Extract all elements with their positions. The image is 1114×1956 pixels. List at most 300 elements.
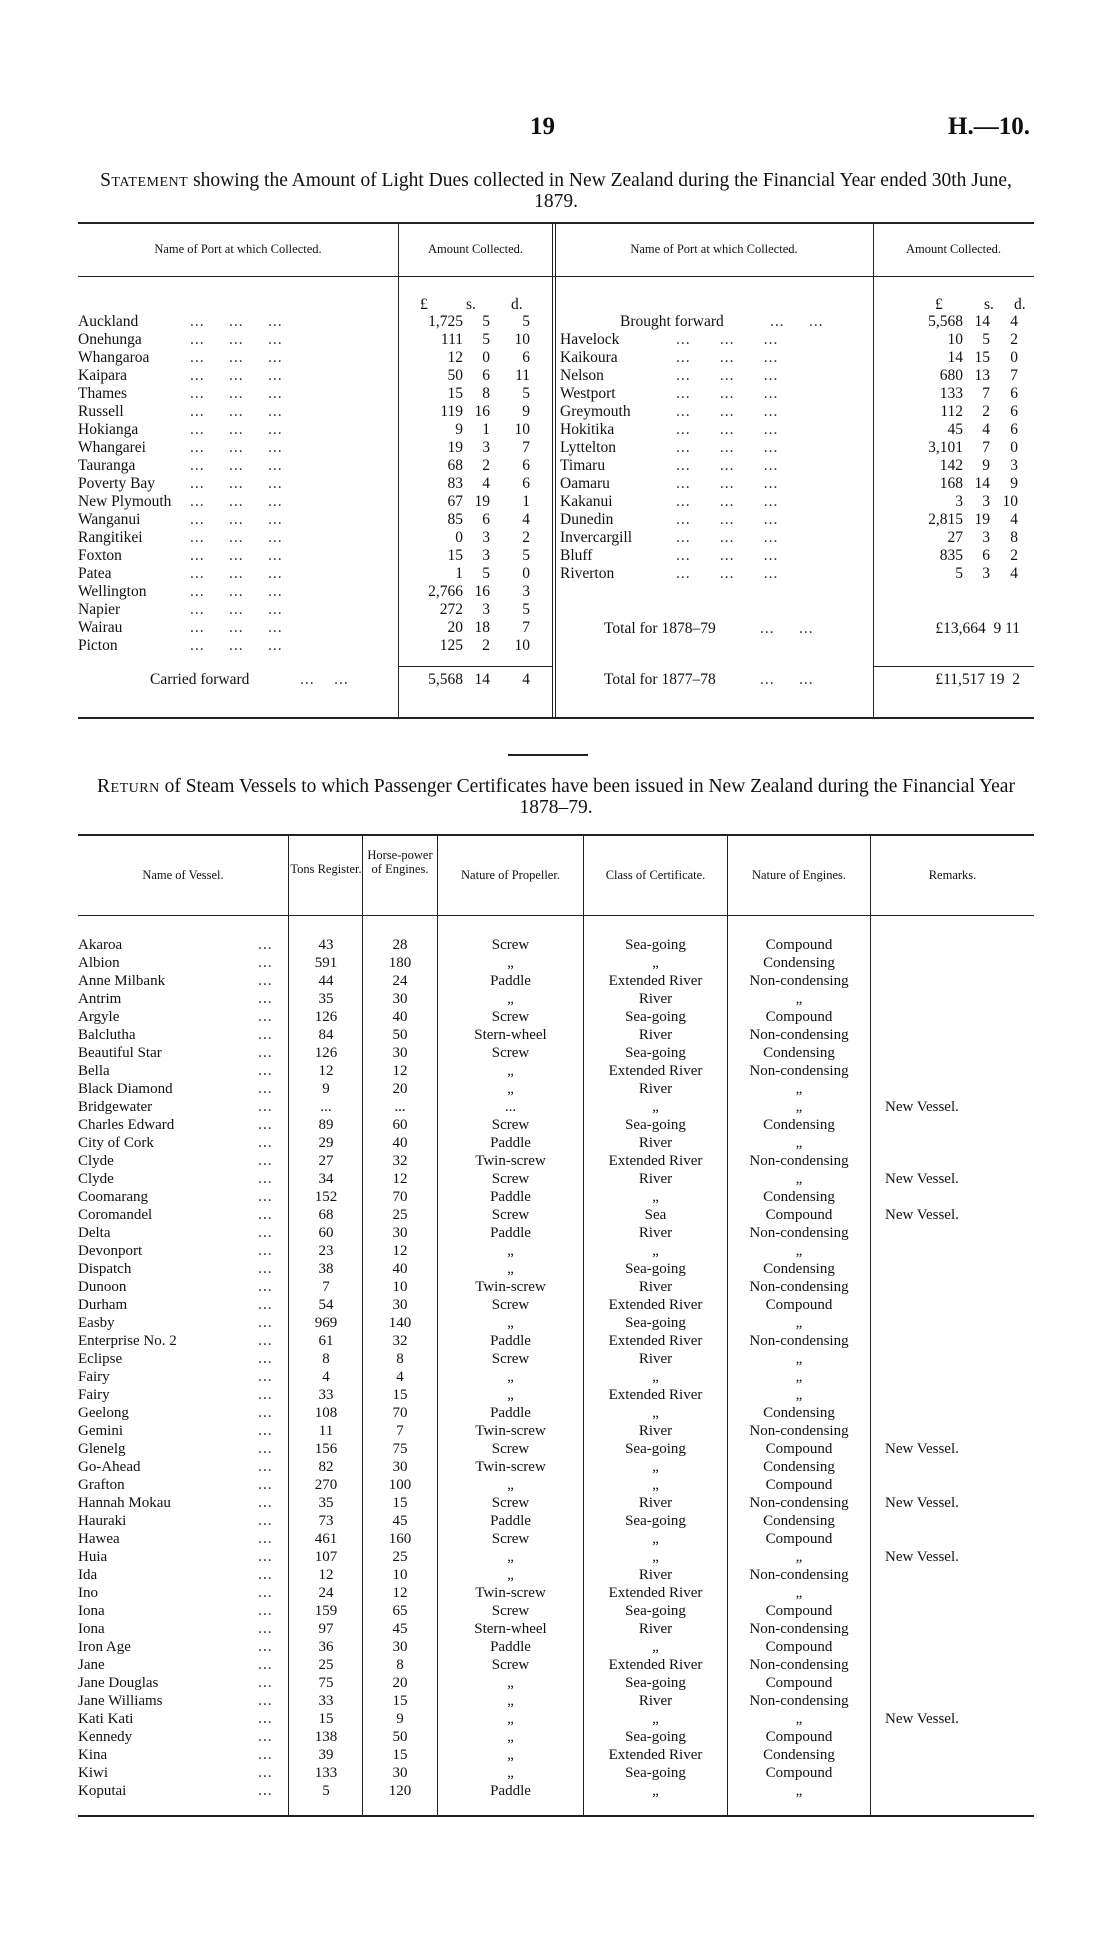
horse-power: 30: [392, 1639, 408, 1655]
horse-power: 30: [392, 1297, 408, 1313]
certificate-class: Extended River: [608, 1063, 703, 1079]
amount-pence: 0: [1010, 439, 1018, 456]
vessel-name: Black Diamond: [78, 1081, 173, 1097]
amount-shillings: 0: [482, 349, 490, 366]
remarks: [885, 1314, 1025, 1332]
vessel-name: Jane Douglas: [78, 1675, 159, 1691]
amount-shillings: 5: [482, 313, 490, 330]
vessel-name: Fairy: [78, 1369, 110, 1385]
vessel-name: Dispatch: [78, 1261, 132, 1277]
leader-dots: ... ... ...: [676, 457, 779, 474]
vessel-name: Argyle: [78, 1009, 120, 1025]
amount-pence: 5: [522, 313, 530, 330]
horse-power: 40: [392, 1009, 408, 1025]
certificate-class: Sea-going: [625, 1513, 686, 1529]
horse-power: 15: [392, 1495, 408, 1511]
leader-dots: ...: [258, 1278, 273, 1295]
amount-pounds: 9: [455, 421, 463, 438]
vessel-name: Iona: [78, 1621, 105, 1637]
certificate-class: „: [652, 1405, 659, 1421]
tons-register: 7: [322, 1279, 330, 1295]
engine-type: Condensing: [763, 1261, 835, 1277]
leader-dots: ... ... ...: [190, 421, 283, 438]
engine-type: Condensing: [763, 1513, 835, 1529]
certificate-class: Sea-going: [625, 1117, 686, 1133]
remarks: [885, 1404, 1025, 1422]
leader-dots: ...: [258, 1404, 273, 1421]
propeller-type: Paddle: [490, 1513, 531, 1529]
engine-type: „: [795, 1549, 803, 1565]
engine-type: „: [795, 1387, 803, 1403]
engine-type: Compound: [765, 1531, 833, 1547]
port-name: Timaru: [560, 457, 606, 474]
amount-shillings: 1: [482, 421, 490, 438]
port-name: Westport: [560, 385, 616, 402]
leader-dots: ...: [258, 1062, 273, 1079]
remarks: [885, 1692, 1025, 1710]
engine-type: Condensing: [763, 1747, 835, 1763]
leader-dots: ...: [258, 1314, 273, 1331]
propeller-type: „: [507, 1063, 514, 1079]
certificate-class: Sea-going: [625, 1315, 686, 1331]
propeller-type: Paddle: [490, 973, 531, 989]
certificate-class: „: [652, 1189, 659, 1205]
leader-dots: ... ... ...: [676, 403, 779, 420]
engine-type: Condensing: [763, 1117, 835, 1133]
engine-type: Compound: [765, 1207, 833, 1223]
leader-dots: ...: [258, 1566, 273, 1583]
statement-title: [78, 170, 1034, 212]
horse-power: 50: [392, 1027, 408, 1043]
certificate-class: Extended River: [608, 1297, 703, 1313]
leader-dots: ... ... ...: [190, 439, 283, 456]
sum-rule: [398, 666, 553, 667]
remarks: New Vessel.: [885, 1441, 959, 1457]
col-tons-header: Tons Register.: [290, 862, 362, 876]
column-divider: [873, 222, 874, 717]
propeller-type: Paddle: [490, 1189, 531, 1205]
amount-pence: 4: [1010, 511, 1018, 528]
leader-dots: ...: [258, 1602, 273, 1619]
certificate-class: Extended River: [608, 1585, 703, 1601]
leader-dots: ... ... ...: [190, 367, 283, 384]
certificate-class: River: [638, 1351, 673, 1367]
leader-dots: ...: [258, 1674, 273, 1691]
leader-dots: ... ... ...: [190, 475, 283, 492]
tons-register: 35: [318, 991, 334, 1007]
vessel-name: Balclutha: [78, 1027, 136, 1043]
amount-pounds: 5: [955, 565, 963, 582]
engine-type: Condensing: [763, 1189, 835, 1205]
propeller-type: ...: [504, 1099, 517, 1115]
engine-type: Non-condensing: [749, 1423, 849, 1439]
amount-pounds: 67: [447, 493, 463, 510]
amount-shillings: 2: [482, 457, 490, 474]
propeller-type: Screw: [491, 1531, 530, 1547]
amount-shillings: 2: [482, 637, 490, 654]
amount-shillings: 19: [474, 493, 490, 510]
leader-dots: ...: [258, 1620, 273, 1637]
engine-type: Condensing: [763, 1459, 835, 1475]
amount-pence: 6: [1010, 421, 1018, 438]
horse-power: 45: [392, 1513, 408, 1529]
propeller-type: „: [507, 955, 514, 971]
vessel-name: Durham: [78, 1297, 128, 1313]
remarks: [885, 1044, 1025, 1062]
horse-power: 140: [388, 1315, 412, 1331]
tons-register: 27: [318, 1153, 334, 1169]
vessels-title-lead: Return: [97, 776, 160, 797]
propeller-type: „: [507, 1549, 514, 1565]
tons-register: 12: [318, 1567, 334, 1583]
engine-type: Condensing: [763, 1045, 835, 1061]
page-number: 19: [530, 113, 555, 140]
vessels-title-rest: of Steam Vessels to which Passenger Certificates have been issued in New Zealand during the Financial Year 1878–79.: [159, 776, 1015, 818]
propeller-type: Screw: [491, 1117, 530, 1133]
amount-pence: 10: [514, 331, 530, 348]
engine-type: „: [795, 1711, 803, 1727]
engine-type: Compound: [765, 1477, 833, 1493]
horse-power: 24: [392, 973, 408, 989]
propeller-type: Screw: [491, 1297, 530, 1313]
remarks: [885, 972, 1025, 990]
remarks: [885, 1566, 1025, 1584]
port-name: Oamaru: [560, 475, 610, 492]
port-name: Wellington: [78, 583, 147, 600]
tons-register: 25: [318, 1657, 334, 1673]
leader-dots: ... ... ...: [190, 511, 283, 528]
remarks: [885, 990, 1025, 1008]
remarks: New Vessel.: [885, 1207, 959, 1223]
remarks: [885, 1584, 1025, 1602]
engine-type: Non-condensing: [749, 1153, 849, 1169]
propeller-type: Stern-wheel: [474, 1621, 547, 1637]
remarks: [885, 1026, 1025, 1044]
propeller-type: „: [507, 1261, 514, 1277]
leader-dots: ...: [258, 1746, 273, 1763]
vessel-name: Coomarang: [78, 1189, 148, 1205]
col-port-header: Name of Port at which Collected.: [154, 242, 322, 256]
amount-pounds: 835: [939, 547, 963, 564]
engine-type: Compound: [765, 1297, 833, 1313]
tons-register: 84: [318, 1027, 334, 1043]
horse-power: 30: [392, 1459, 408, 1475]
vessel-name: Bridgewater: [78, 1099, 153, 1115]
horse-power: 12: [392, 1585, 408, 1601]
horse-power: 15: [392, 1747, 408, 1763]
horse-power: 65: [392, 1603, 408, 1619]
vessel-name: Akaroa: [78, 937, 123, 953]
engine-type: Compound: [765, 1639, 833, 1655]
leader-dots: ...: [258, 1584, 273, 1601]
tons-register: 97: [318, 1621, 334, 1637]
tons-register: 73: [318, 1513, 334, 1529]
amount-pence: 6: [522, 349, 530, 366]
vessel-name: Jane: [78, 1657, 105, 1673]
certificate-class: „: [652, 1459, 659, 1475]
amount-pounds: 45: [947, 421, 963, 438]
certificate-class: „: [652, 1639, 659, 1655]
table-bottom-rule: [78, 717, 1034, 719]
amount-pounds: 125: [439, 637, 463, 654]
certificate-class: Sea-going: [625, 1675, 686, 1691]
horse-power: 12: [392, 1063, 408, 1079]
engine-type: Condensing: [763, 955, 835, 971]
engine-type: „: [795, 991, 803, 1007]
horse-power: 28: [392, 937, 408, 953]
port-name: Poverty Bay: [78, 475, 156, 492]
horse-power: 10: [392, 1279, 408, 1295]
leader-dots: ...: [258, 1422, 273, 1439]
leader-dots: ... ... ...: [190, 313, 283, 330]
amount-pounds: 112: [940, 403, 963, 420]
amount-shillings: 7: [982, 439, 990, 456]
tons-register: 54: [318, 1297, 334, 1313]
remarks: [885, 1746, 1025, 1764]
amount-pounds: 10: [947, 331, 963, 348]
tons-register: 38: [318, 1261, 334, 1277]
horse-power: 25: [392, 1549, 408, 1565]
amount-pounds: 83: [447, 475, 463, 492]
leader-dots: ...: [258, 954, 273, 971]
certificate-class: „: [652, 1369, 659, 1385]
certificate-class: River: [638, 1693, 673, 1709]
sum-rule: [873, 666, 1034, 667]
amount-pounds: 15: [447, 385, 463, 402]
amount-shillings: 3: [982, 493, 990, 510]
amount-pounds: 119: [440, 403, 463, 420]
port-name: Russell: [78, 403, 124, 420]
leader-dots: ... ... ...: [676, 331, 779, 348]
amount-pence: 9: [1010, 475, 1018, 492]
leader-dots: ... ... ...: [676, 367, 779, 384]
tons-register: 138: [314, 1729, 338, 1745]
remarks: [885, 1476, 1025, 1494]
tons-register: 24: [318, 1585, 334, 1601]
amount-shillings: 5: [482, 565, 490, 582]
amount-shillings: 3: [982, 565, 990, 582]
leader-dots: ...: [258, 1764, 273, 1781]
tons-register: 60: [318, 1225, 334, 1241]
leader-dots: ...: [258, 1026, 273, 1043]
amount-pence: 6: [522, 457, 530, 474]
tons-register: 82: [318, 1459, 334, 1475]
engine-type: Non-condensing: [749, 1225, 849, 1241]
header-rule: [398, 276, 553, 277]
horse-power: 70: [392, 1189, 408, 1205]
amount-pounds: 111: [440, 331, 463, 348]
amount-pence: 0: [1010, 349, 1018, 366]
leader-dots: ...: [258, 1170, 273, 1187]
carried-forward-shillings: 14: [474, 671, 490, 688]
vessel-name: Devonport: [78, 1243, 143, 1259]
propeller-type: Twin-screw: [475, 1279, 546, 1295]
propeller-type: „: [507, 1477, 514, 1493]
engine-type: Non-condensing: [749, 1027, 849, 1043]
propeller-type: Screw: [491, 1045, 530, 1061]
port-name: Onehunga: [78, 331, 142, 348]
tons-register: 591: [314, 955, 338, 971]
horse-power: 8: [396, 1657, 404, 1673]
amount-pence: 8: [1010, 529, 1018, 546]
vessel-name: Enterprise No. 2: [78, 1333, 177, 1349]
certificate-class: Sea-going: [625, 1009, 686, 1025]
leader-dots: ... ... ...: [190, 565, 283, 582]
vessel-name: Fairy: [78, 1387, 110, 1403]
remarks: [885, 1260, 1025, 1278]
engine-type: „: [795, 1783, 803, 1799]
horse-power: 30: [392, 1225, 408, 1241]
vessel-name: Albion: [78, 955, 120, 971]
leader-dots: ...: [258, 1152, 273, 1169]
propeller-type: Screw: [491, 1495, 530, 1511]
amount-pence: 6: [522, 475, 530, 492]
tons-register: 9: [322, 1081, 330, 1097]
column-divider: [288, 834, 289, 1815]
unit-pounds: £: [420, 296, 428, 313]
port-name: Kaikoura: [560, 349, 618, 366]
tons-register: 270: [314, 1477, 338, 1493]
col-amount-header: Amount Collected.: [905, 242, 1002, 256]
leader-dots: ... ... ...: [676, 529, 779, 546]
horse-power: 180: [388, 955, 412, 971]
leader-dots: ...: [258, 1512, 273, 1529]
remarks: [885, 1638, 1025, 1656]
port-name: Hokitika: [560, 421, 615, 438]
certificate-class: River: [638, 1225, 673, 1241]
certificate-class: „: [652, 1711, 659, 1727]
propeller-type: „: [507, 1711, 514, 1727]
leader-dots: ... ... ...: [190, 601, 283, 618]
propeller-type: Twin-screw: [475, 1153, 546, 1169]
horse-power: 9: [396, 1711, 404, 1727]
remarks: [885, 1116, 1025, 1134]
horse-power: 32: [392, 1333, 408, 1349]
tons-register: 126: [314, 1045, 338, 1061]
carried-forward-pounds: 5,568: [428, 671, 463, 688]
remarks: [885, 1080, 1025, 1098]
propeller-type: „: [507, 1675, 514, 1691]
remarks: New Vessel.: [885, 1495, 959, 1511]
leader-dots: ...: [258, 1548, 273, 1565]
port-name: Riverton: [560, 565, 615, 582]
remarks: New Vessel.: [885, 1171, 959, 1187]
tons-register: 61: [318, 1333, 334, 1349]
certificate-class: „: [652, 1783, 659, 1799]
horse-power: 75: [392, 1441, 408, 1457]
vessel-name: Iron Age: [78, 1639, 131, 1655]
certificate-class: Sea-going: [625, 1603, 686, 1619]
tons-register: 15: [318, 1711, 334, 1727]
tons-register: 969: [314, 1315, 338, 1331]
engine-type: „: [795, 1315, 803, 1331]
remarks: [885, 1332, 1025, 1350]
amount-pence: 5: [522, 385, 530, 402]
col-amount-header: Amount Collected.: [427, 242, 524, 256]
col-vessel-header: Name of Vessel.: [142, 868, 224, 882]
certificate-class: Extended River: [608, 1153, 703, 1169]
column-divider: [552, 222, 553, 717]
amount-pounds: 3: [955, 493, 963, 510]
propeller-type: „: [507, 1693, 514, 1709]
port-name: New Plymouth: [78, 493, 172, 510]
propeller-type: Paddle: [490, 1135, 531, 1151]
amount-shillings: 16: [474, 583, 490, 600]
amount-shillings: 18: [474, 619, 490, 636]
tons-register: 126: [314, 1009, 338, 1025]
propeller-type: Screw: [491, 1441, 530, 1457]
leader-dots: ... ... ...: [676, 421, 779, 438]
engine-type: „: [795, 1099, 803, 1115]
certificate-class: Sea-going: [625, 1045, 686, 1061]
leader-dots: ...: [258, 1224, 273, 1241]
leader-dots: ...: [258, 1350, 273, 1367]
engine-type: Non-condensing: [749, 1495, 849, 1511]
vessel-name: Hawea: [78, 1531, 120, 1547]
table-top-rule: [78, 834, 1034, 836]
certificate-class: Extended River: [608, 1333, 703, 1349]
propeller-type: „: [507, 1081, 514, 1097]
column-divider: [555, 222, 556, 717]
amount-pence: 7: [522, 619, 530, 636]
horse-power: 4: [396, 1369, 404, 1385]
amount-pounds: 14: [947, 349, 963, 366]
tons-register: 43: [318, 937, 334, 953]
certificate-class: Sea-going: [625, 1441, 686, 1457]
engine-type: Non-condensing: [749, 1567, 849, 1583]
vessel-name: Coromandel: [78, 1207, 153, 1223]
brought-forward-pounds: 5,568: [928, 313, 963, 330]
horse-power: 40: [392, 1261, 408, 1277]
horse-power: 160: [388, 1531, 412, 1547]
remarks: [885, 1278, 1025, 1296]
vessel-name: Iona: [78, 1603, 105, 1619]
vessel-name: Anne Milbank: [78, 973, 166, 989]
col-hp-header: Horse-power of Engines.: [367, 848, 433, 876]
leader-dots: ...: [258, 1656, 273, 1673]
amount-pounds: 0: [455, 529, 463, 546]
vessel-name: Geelong: [78, 1405, 129, 1421]
remarks: [885, 1134, 1025, 1152]
tons-register: ...: [320, 1099, 332, 1115]
amount-pounds: 133: [939, 385, 963, 402]
tons-register: 68: [318, 1207, 334, 1223]
horse-power: 50: [392, 1729, 408, 1745]
amount-shillings: 3: [982, 529, 990, 546]
port-name: Patea: [78, 565, 112, 582]
amount-shillings: 2: [982, 403, 990, 420]
vessel-name: Delta: [78, 1225, 111, 1241]
port-name: Wanganui: [78, 511, 141, 528]
tons-register: 33: [318, 1693, 334, 1709]
amount-pounds: 1,725: [428, 313, 463, 330]
certificate-class: Sea-going: [625, 1765, 686, 1781]
amount-pounds: 680: [939, 367, 963, 384]
unit-shillings: s.: [984, 296, 994, 313]
certificate-class: River: [638, 1567, 673, 1583]
unit-pence: d.: [1014, 296, 1026, 313]
port-name: Whangarei: [78, 439, 146, 456]
leader-dots: ...: [258, 1098, 273, 1115]
amount-pence: 4: [522, 511, 530, 528]
remarks: [885, 1368, 1025, 1386]
propeller-type: Twin-screw: [475, 1585, 546, 1601]
leader-dots: ...: [258, 1206, 273, 1223]
header-rule: [553, 276, 873, 277]
remarks: [885, 1242, 1025, 1260]
column-divider: [870, 834, 871, 1815]
horse-power: ...: [394, 1099, 406, 1115]
